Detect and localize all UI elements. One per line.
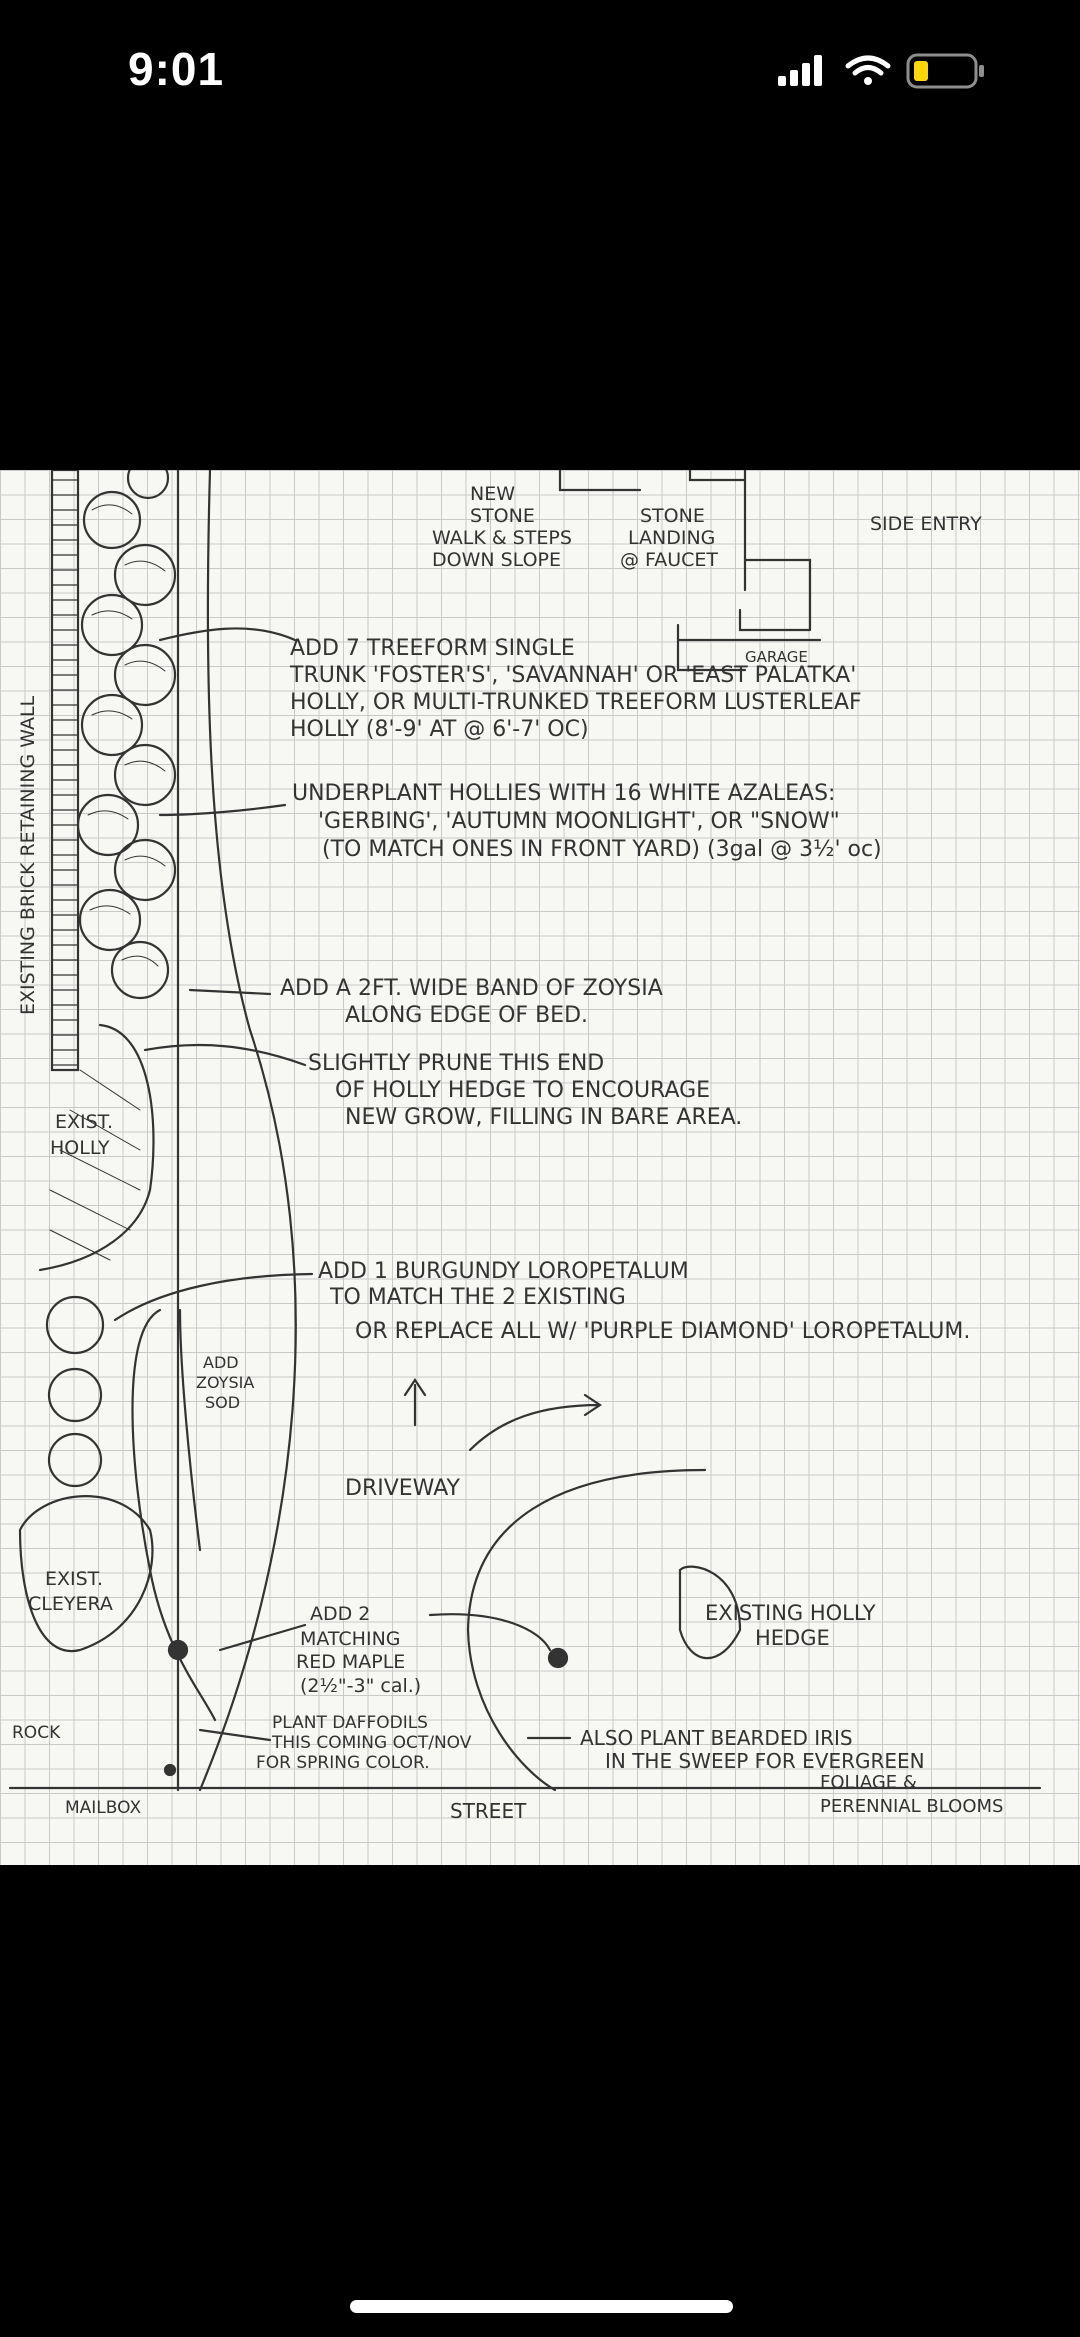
label-exist-cleyera-1: EXIST. (45, 1568, 104, 1590)
wifi-icon (848, 58, 888, 85)
driveway-arrow-up (405, 1380, 425, 1425)
arrow-maple-right (430, 1614, 550, 1650)
note-azaleas-3: (TO MATCH ONES IN FRONT YARD) (3gal @ 3½' oc) (322, 837, 882, 862)
note-zoysia-band-2: ALONG EDGE OF BED. (345, 1003, 589, 1028)
holly-tree-row (78, 470, 175, 998)
landscape-plan-drawing (0, 470, 1080, 1865)
note-prune-3: NEW GROW, FILLING IN BARE AREA. (345, 1105, 743, 1130)
red-maple-right (549, 1649, 567, 1667)
label-street: STREET (450, 1799, 527, 1823)
battery-low-icon (908, 55, 984, 87)
label-side-entry: SIDE ENTRY (870, 513, 982, 535)
note-daffodils-2: THIS COMING OCT/NOV (272, 1733, 472, 1753)
label-add-zoysia-3: SOD (205, 1393, 241, 1412)
label-mailbox: MAILBOX (65, 1798, 142, 1818)
label-garage: GARAGE (745, 648, 808, 666)
note-hollies-4: HOLLY (8'-9' AT @ 6'-7' OC) (290, 717, 589, 742)
note-prune-2: OF HOLLY HEDGE TO ENCOURAGE (335, 1078, 711, 1103)
mailbox-post (165, 1765, 175, 1775)
label-exist-cleyera-2: CLEYERA (28, 1593, 113, 1615)
note-iris-4: PERENNIAL BLOOMS (820, 1796, 1004, 1817)
status-time: 9:01 (128, 43, 225, 95)
arrow-prune (145, 1045, 305, 1065)
arrow-hollies (160, 628, 295, 640)
label-add-zoysia-1: ADD (203, 1353, 239, 1372)
label-existing-holly-hedge-1: EXISTING HOLLY (705, 1601, 876, 1625)
note-hollies-2: TRUNK 'FOSTER'S', 'SAVANNAH' OR 'EAST PALATKA' (290, 663, 857, 688)
note-loropetalum-1: ADD 1 BURGUNDY LOROPETALUM (318, 1259, 689, 1284)
label-existing-holly-hedge-2: HEDGE (755, 1626, 830, 1650)
wall-hatch (52, 480, 78, 1065)
note-iris-3: FOLIAGE & (820, 1772, 917, 1793)
label-stone-landing-2: LANDING (628, 527, 716, 549)
retaining-wall (52, 470, 78, 1070)
driveway-edge-left (200, 470, 296, 1790)
label-driveway: DRIVEWAY (345, 1476, 460, 1501)
note-azaleas-2: 'GERBING', 'AUTUMN MOONLIGHT', OR "SNOW" (318, 809, 840, 834)
zoysia-crosshatch-right (180, 1310, 200, 1550)
label-new-stone-walk-1: NEW (470, 483, 516, 505)
arrow-daffodils (200, 1730, 270, 1740)
label-new-stone-walk-4: DOWN SLOPE (432, 549, 562, 571)
note-daffodils-1: PLANT DAFFODILS (272, 1713, 428, 1733)
note-maple-4: (2½"-3" cal.) (300, 1675, 422, 1697)
status-icons (778, 52, 1008, 92)
status-bar (0, 0, 1080, 140)
label-retaining-wall: EXISTING BRICK RETAINING WALL (17, 695, 39, 1015)
label-new-stone-walk-3: WALK & STEPS (432, 527, 572, 549)
arrow-zoysia-band (190, 990, 270, 994)
note-azaleas-1: UNDERPLANT HOLLIES WITH 16 WHITE AZALEAS: (292, 781, 836, 806)
home-indicator[interactable] (350, 2300, 733, 2313)
driveway-arrow-right (470, 1395, 600, 1450)
label-rock: ROCK (12, 1723, 61, 1743)
note-zoysia-band-1: ADD A 2FT. WIDE BAND OF ZOYSIA (280, 976, 663, 1001)
arrow-loropetalum (115, 1274, 312, 1320)
note-hollies-3: HOLLY, OR MULTI-TRUNKED TREEFORM LUSTERLEAF (290, 690, 862, 715)
arrow-maple-left (220, 1625, 305, 1650)
note-daffodils-3: FOR SPRING COLOR. (256, 1753, 430, 1773)
note-maple-1: ADD 2 (310, 1603, 371, 1625)
label-stone-landing-3: @ FAUCET (620, 549, 719, 571)
red-maple-left (169, 1641, 187, 1659)
loropetalum-shrubs (47, 1297, 103, 1486)
sketch-photo (0, 470, 1080, 1865)
label-add-zoysia-2: ZOYSIA (196, 1373, 255, 1392)
note-hollies-1: ADD 7 TREEFORM SINGLE (290, 636, 575, 661)
note-prune-1: SLIGHTLY PRUNE THIS END (308, 1051, 605, 1076)
note-maple-2: MATCHING (300, 1628, 401, 1650)
holly-texture (88, 505, 165, 966)
note-iris-1: ALSO PLANT BEARDED IRIS (580, 1726, 853, 1750)
note-maple-3: RED MAPLE (296, 1651, 406, 1673)
label-new-stone-walk-2: STONE (470, 505, 535, 527)
note-loropetalum-2: TO MATCH THE 2 EXISTING (330, 1285, 626, 1310)
cellular-signal-icon (778, 55, 822, 86)
label-exist-holly-1: EXIST. (55, 1111, 114, 1133)
note-loropetalum-3: OR REPLACE ALL W/ 'PURPLE DIAMOND' LOROPETALUM. (355, 1319, 971, 1344)
label-stone-landing-1: STONE (640, 505, 705, 527)
note-iris-2: IN THE SWEEP FOR EVERGREEN (605, 1749, 925, 1773)
label-exist-holly-2: HOLLY (50, 1137, 110, 1159)
